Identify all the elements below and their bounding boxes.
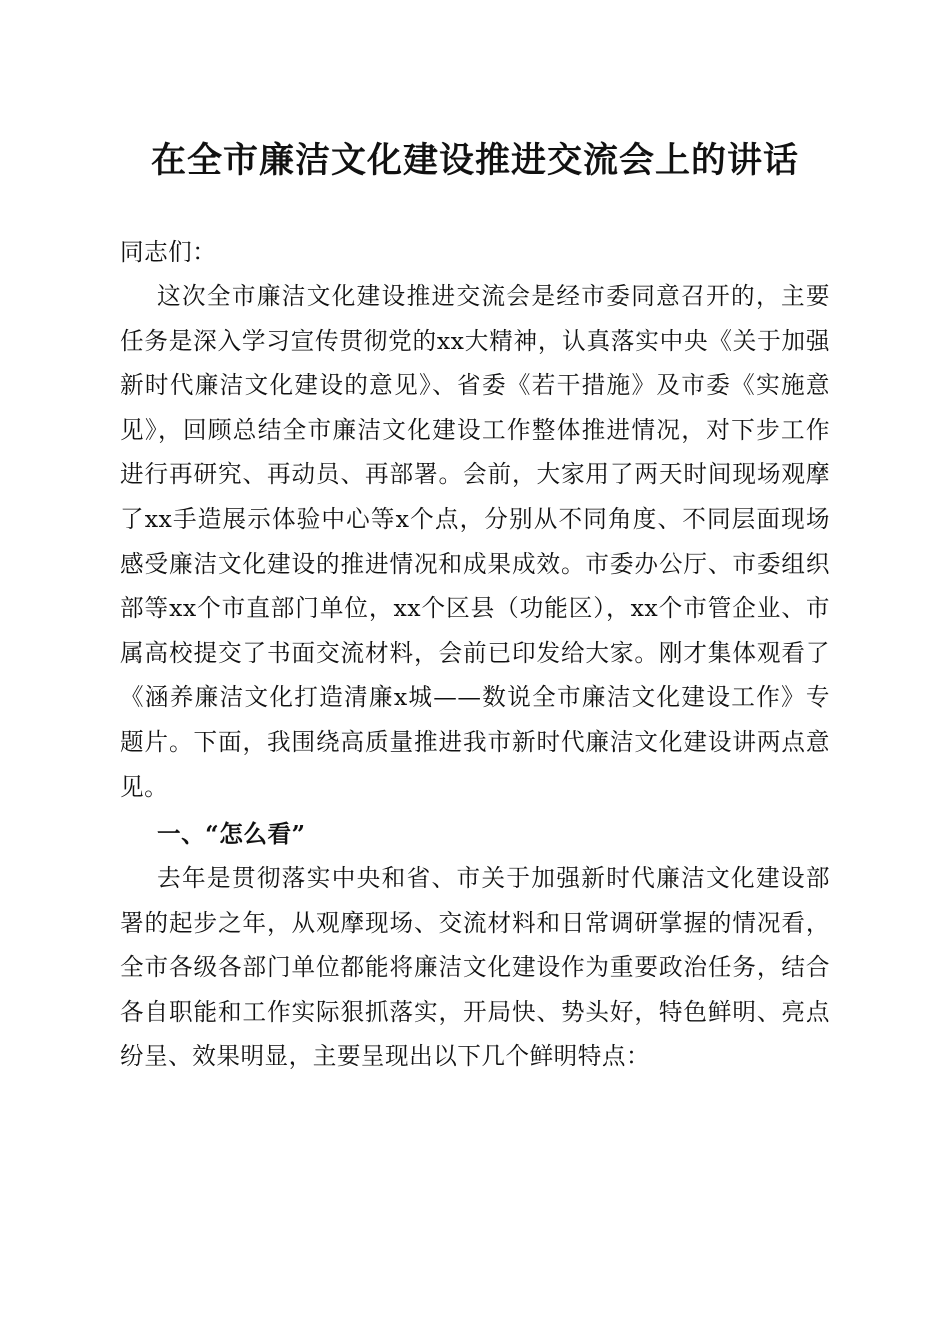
salutation: 同志们：: [120, 238, 217, 266]
section-heading-how-to-see: 一、“怎么看”: [157, 820, 306, 848]
paragraph-section-1: 去年是贯彻落实中央和省、市关于加强新时代廉洁文化建设部署的起步之年，从观摩现场、交流材料和日常调研掌握的情况看，全市各级各部门单位都能将廉洁文化建设作为重要政治任务，结合各自职能和工作实际狠抓落实，开局快、势头好，特色鲜明、亮点纷呈、效果明显，主要呈现出以下几个鲜明特点：: [120, 864, 830, 1071]
document-title: 在全市廉洁文化建设推进交流会上的讲话: [150, 140, 799, 181]
paragraph-opening: 这次全市廉洁文化建设推进交流会是经市委同意召开的，主要任务是深入学习宣传贯彻党的xx大精神，认真落实中央《关于加强新时代廉洁文化建设的意见》、省委《若干措施》及市委《实施意见》，回顾总结全市廉洁文化建设工作整体推进情况，对下步工作进行再研究、再动员、再部署。会前，大家用了两天时间现场观摩了xx手造展示体验中心等x个点，分别从不同角度、不同层面现场感受廉洁文化建设的推进情况和成果成效。市委办公厅、市委组织部等xx个市直部门单位，xx个区县（功能区），xx个市管企业、市属高校提交了书面交流材料，会前已印发给大家。刚才集体观看了《涵养廉洁文化打造清廉x城——数说全市廉洁文化建设工作》专题片。下面，我围绕高质量推进我市新时代廉洁文化建设讲两点意见。: [120, 282, 830, 801]
